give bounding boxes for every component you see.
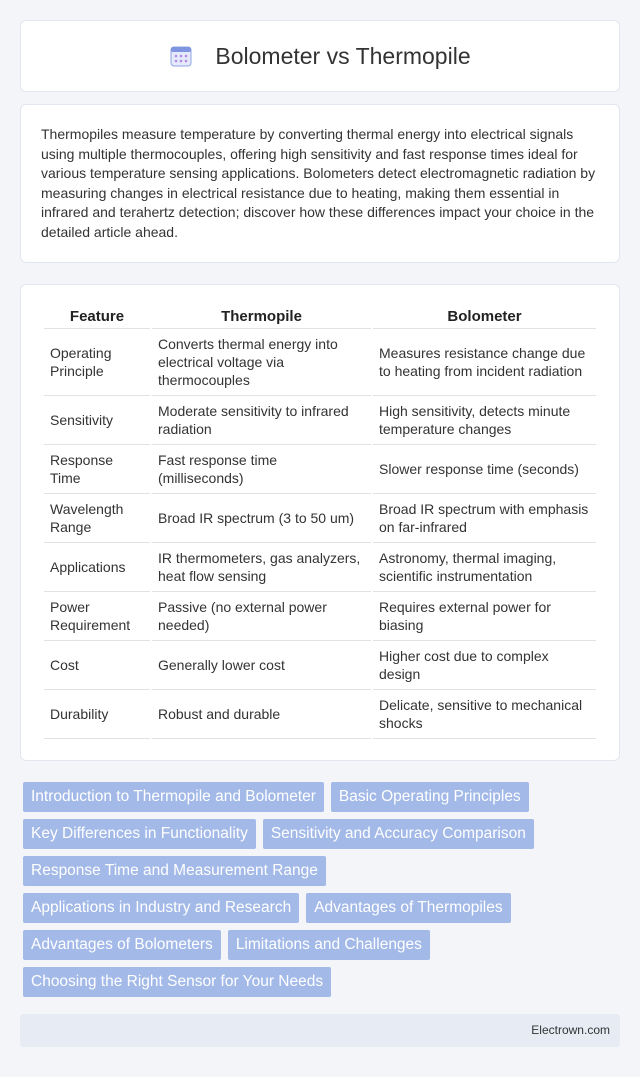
table-cell: Slower response time (seconds) [373, 445, 596, 494]
footer-site-name[interactable]: Electrown.com [531, 1023, 610, 1037]
table-cell: Moderate sensitivity to infrared radiation [152, 396, 371, 445]
table-cell: Broad IR spectrum with emphasis on far-infrared [373, 494, 596, 543]
table-cell: Requires external power for biasing [373, 592, 596, 641]
table-cell: Astronomy, thermal imaging, scientific instrumentation [373, 543, 596, 592]
table-cell: IR thermometers, gas analyzers, heat flow sensing [152, 543, 371, 592]
footer [20, 1014, 620, 1047]
table-row [44, 396, 596, 445]
topic-link-choosing-sensor[interactable]: Choosing the Right Sensor for Your Needs [23, 967, 331, 997]
topic-link-applications[interactable]: Applications in Industry and Research [23, 893, 299, 923]
topic-links [23, 782, 623, 1004]
table-cell: Wavelength Range [44, 494, 150, 543]
table-row [44, 329, 596, 396]
table-cell: Cost [44, 641, 150, 690]
table-row [44, 543, 596, 592]
table-cell: Delicate, sensitive to mechanical shocks [373, 690, 596, 739]
intro-card [20, 104, 620, 263]
table-row [44, 445, 596, 494]
page-title: Bolometer vs Thermopile [215, 42, 471, 69]
topic-link-response-time[interactable]: Response Time and Measurement Range [23, 856, 326, 886]
table-cell: Higher cost due to complex design [373, 641, 596, 690]
table-cell: Generally lower cost [152, 641, 371, 690]
topic-link-operating-principles[interactable]: Basic Operating Principles [331, 782, 529, 812]
calendar-icon [169, 44, 193, 68]
topic-link-advantages-thermopiles[interactable]: Advantages of Thermopiles [306, 893, 510, 923]
table-cell: Passive (no external power needed) [152, 592, 371, 641]
header-thermopile: Thermopile [152, 305, 371, 329]
title-card [20, 20, 620, 92]
table-cell: Response Time [44, 445, 150, 494]
table-cell: High sensitivity, detects minute temperature changes [373, 396, 596, 445]
table-row [44, 494, 596, 543]
topic-link-sensitivity[interactable]: Sensitivity and Accuracy Comparison [263, 819, 534, 849]
table-cell: Fast response time (milliseconds) [152, 445, 371, 494]
table-cell: Sensitivity [44, 396, 150, 445]
table-row [44, 641, 596, 690]
comparison-card [20, 284, 620, 761]
topic-link-introduction[interactable]: Introduction to Thermopile and Bolometer [23, 782, 324, 812]
topic-link-limitations[interactable]: Limitations and Challenges [228, 930, 430, 960]
topic-link-key-differences[interactable]: Key Differences in Functionality [23, 819, 256, 849]
table-cell: Power Requirement [44, 592, 150, 641]
header-bolometer: Bolometer [373, 305, 596, 329]
table-cell: Robust and durable [152, 690, 371, 739]
table-row [44, 690, 596, 739]
intro-text: Thermopiles measure temperature by converting thermal energy into electrical signals using multiple thermocouples, offering high sensitivity and fast response times ideal for various temperature sensing applications. Bolometers detect electromagnetic radiation by measuring changes in electrical resistance due to heating, making them essential in infrared and terahertz detection; discover how these differences impact your choice in the detailed article ahead. [41, 126, 596, 240]
topic-link-advantages-bolometers[interactable]: Advantages of Bolometers [23, 930, 221, 960]
table-cell: Converts thermal energy into electrical voltage via thermocouples [152, 329, 371, 396]
header-feature: Feature [44, 305, 150, 329]
table-cell: Operating Principle [44, 329, 150, 396]
table-row [44, 592, 596, 641]
table-cell: Durability [44, 690, 150, 739]
table-cell: Applications [44, 543, 150, 592]
table-cell: Broad IR spectrum (3 to 50 um) [152, 494, 371, 543]
table-header-row [44, 305, 596, 329]
table-cell: Measures resistance change due to heating from incident radiation [373, 329, 596, 396]
comparison-table [42, 305, 598, 739]
